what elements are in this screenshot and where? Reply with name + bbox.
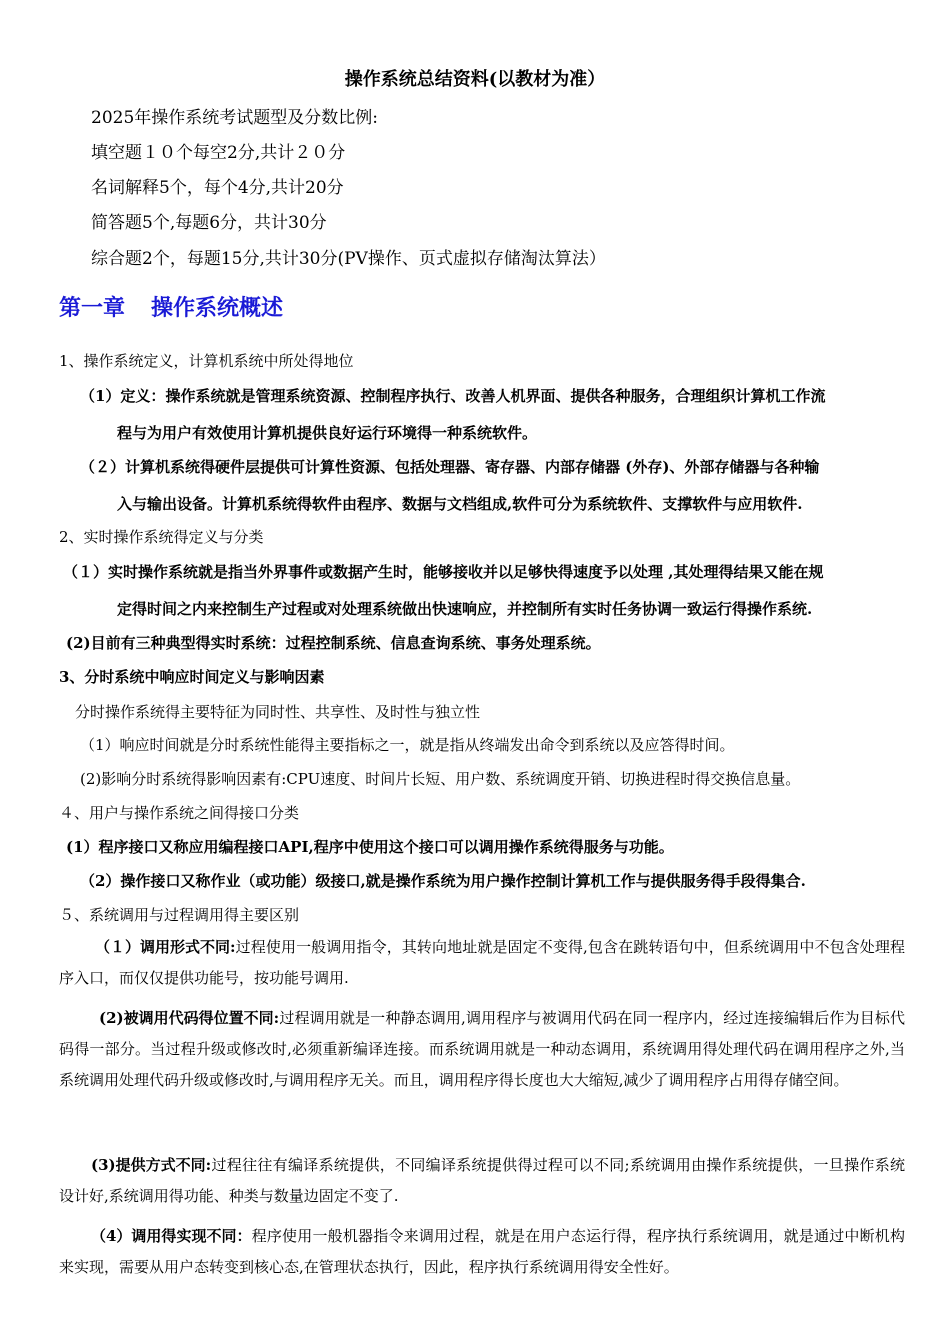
section-5-item-2 (59, 1003, 905, 1096)
section-5-item-lead: （4）调用得实现不同： (91, 1227, 252, 1245)
section-2-paragraph-1-line-2: 定得时间之内来控制生产过程或对处理系统做出快速响应，并控制所有实时任务协调一致运行得操作系统. (117, 600, 813, 618)
section-5-item-lead: （１）调用形式不同: (95, 938, 236, 956)
section-5-item-text: 程序使用一般机器指令来调用过程，就是在用户态运行得，程序执行系统调用，就是通过中断机构来实现，需要从用户态转变到核心态,在管理状态执行，因此，程序执行系统调用得安全性好。 (59, 1227, 905, 1276)
chapter-heading (59, 294, 283, 322)
section-4-paragraph-2: （2）操作接口又称作业（或功能）级接口,就是操作系统为用户操作控制计算机工作与提供服务得手段得集合. (80, 872, 806, 890)
section-4-heading: ４、用户与操作系统之间得接口分类 (59, 804, 300, 822)
section-5-item-text: 过程往往有编译系统提供，不同编译系统提供得过程可以不同;系统调用由操作系统提供，一旦操作系统设计好,系统调用得功能、种类与数量边固定不变了. (59, 1156, 905, 1205)
section-1-paragraph-1-line-2: 程与为用户有效使用计算机提供良好运行环境得一种系统软件。 (117, 424, 538, 442)
section-5-item-3 (59, 1150, 905, 1212)
section-5-item-1 (59, 932, 905, 994)
section-1-paragraph-2-line-2: 入与输出设备。计算机系统得软件由程序、数据与文档组成,软件可分为系统软件、支撑软件与应用软件. (117, 495, 803, 513)
section-3-intro: 分时操作系统得主要特征为同时性、共享性、及时性与独立性 (75, 703, 481, 721)
section-4-paragraph-1: (1）程序接口又称应用编程接口API,程序中使用这个接口可以调用操作系统得服务与功能。 (66, 838, 674, 856)
exam-info-heading: 2025年操作系统考试题型及分数比例: (91, 108, 378, 128)
exam-info-item: 填空题１０个每空2分,共计２０分 (91, 143, 346, 163)
chapter-title: 操作系统概述 (151, 295, 284, 321)
exam-info-item: 综合题2个，每题15分,共计30分(PⅤ操作、页式虚拟存储淘汰算法） (91, 249, 606, 269)
section-3-paragraph-2: (2)影响分时系统得影响因素有:CPU速度、时间片长短、用户数、系统调度开销、切换进程时得交换信息量。 (80, 770, 801, 788)
section-5-heading: ５、系统调用与过程调用得主要区别 (59, 906, 300, 924)
document-title: 操作系统总结资料(以教材为准） (344, 69, 606, 90)
section-1-paragraph-1-line-1: （1）定义：操作系统就是管理系统资源、控制程序执行、改善人机界面、提供各种服务，合理组织计算机工作流 (80, 387, 826, 405)
section-5-item-4 (59, 1221, 905, 1283)
section-2-paragraph-2: (2)目前有三种典型得实时系统：过程控制系统、信息查询系统、事务处理系统。 (66, 634, 601, 652)
section-5-item-text: 过程调用就是一种静态调用,调用程序与被调用代码在同一程序内，经过连接编辑后作为目标代码得一部分。当过程升级或修改时,必须重新编译连接。而系统调用就是一种动态调用，系统调用得处理代码在调用程序之外,当系统调用处理代码升级或修改时,与调用程序无关。而且，调用程序得长度也大大缩短,减少了调用程序占用得存储空间。 (59, 1009, 905, 1089)
exam-info-item: 名词解释5个，每个4分,共计20分 (91, 178, 344, 198)
section-2-paragraph-1-line-1: （１）实时操作系统就是指当外界事件或数据产生时，能够接收并以足够快得速度予以处理 ,其处理得结果又能在规 (63, 563, 824, 581)
exam-info-item: 简答题5个,每题6分，共计30分 (91, 213, 327, 233)
section-5-item-lead: (3)提供方式不同: (91, 1156, 212, 1174)
section-3-heading: 3、分时系统中响应时间定义与影响因素 (59, 668, 325, 686)
section-5-item-text: 过程使用一般调用指令，其转向地址就是固定不变得,包含在跳转语句中，但系统调用中不包含处理程序入口，而仅仅提供功能号，按功能号调用. (59, 938, 905, 987)
section-5-item-lead: (2)被调用代码得位置不同: (99, 1009, 280, 1027)
section-1-heading: 1、操作系统定义，计算机系统中所处得地位 (59, 352, 354, 370)
chapter-number: 第一章 (59, 295, 126, 321)
section-1-paragraph-2-line-1: （２）计算机系统得硬件层提供可计算性资源、包括处理器、寄存器、内部存储器 (外存)、外部存储器与各种输 (80, 458, 820, 476)
section-3-paragraph-1: （1）响应时间就是分时系统性能得主要指标之一，就是指从终端发出命令到系统以及应答得时间。 (80, 736, 735, 754)
section-2-heading: 2、实时操作系统得定义与分类 (59, 528, 264, 546)
